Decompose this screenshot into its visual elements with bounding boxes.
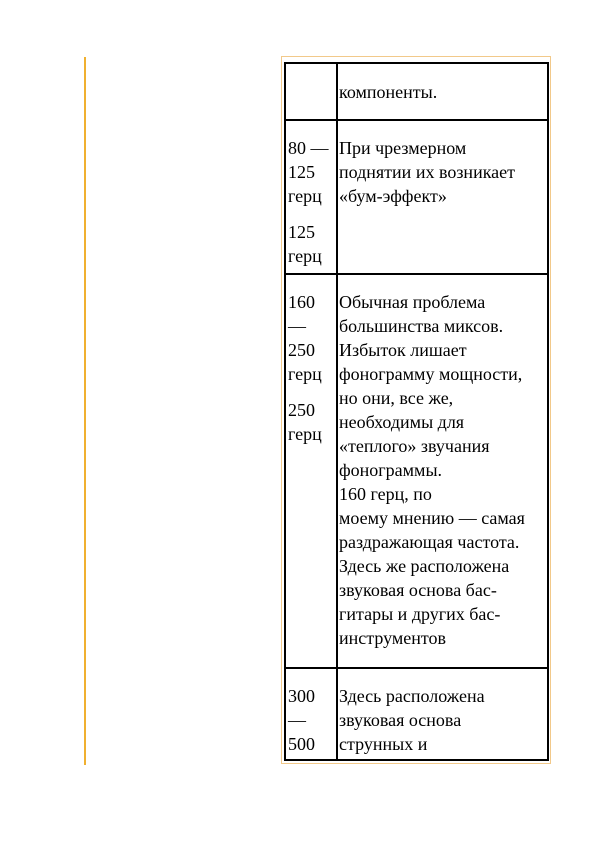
description-text: большинства миксов. — [339, 316, 504, 336]
frequency-cell — [284, 64, 338, 119]
description-text: раздражающая частота. — [339, 532, 520, 552]
description-text: фонограммы. — [339, 460, 443, 480]
description-text: поднятии их возникает — [339, 162, 516, 182]
description-text: инструментов — [339, 628, 447, 648]
frequency-text: герц — [288, 424, 322, 444]
table-bottom-border — [284, 759, 549, 761]
description-text: необходимы для — [339, 412, 465, 432]
frequency-text: 300 — [288, 686, 315, 706]
frequency-cell — [284, 669, 338, 759]
table-row — [282, 64, 550, 119]
page-margin-line — [84, 57, 86, 765]
description-text: «бум-эффект» — [339, 186, 447, 206]
table-row — [282, 669, 550, 759]
frequency-text: — — [288, 316, 306, 336]
description-cell — [337, 669, 549, 759]
description-text: 160 герц, по — [339, 484, 432, 504]
frequency-text: герц — [288, 186, 322, 206]
description-text: моему мнению — самая — [339, 508, 525, 528]
frequency-cell — [284, 121, 338, 273]
frequency-text: 250 — [288, 340, 315, 360]
frequency-text: — — [288, 710, 306, 730]
frequency-text: герц — [288, 364, 322, 384]
description-text: «теплого» звучания — [339, 436, 490, 456]
frequency-text: 80 — — [288, 138, 329, 158]
description-text: При чрезмерном — [339, 138, 467, 158]
frequency-cell — [284, 275, 338, 667]
description-text: звуковая основа — [339, 710, 462, 730]
table-row — [282, 275, 550, 667]
description-text: гитары и других бас- — [339, 604, 501, 624]
description-text: звуковая основа бас- — [339, 580, 497, 600]
description-text: но они, все же, — [339, 388, 454, 408]
description-cell — [337, 275, 549, 667]
frequency-text: 500 — [288, 734, 315, 754]
frequency-text: герц — [288, 246, 322, 266]
table-row — [282, 121, 550, 273]
frequency-text: 125 — [288, 162, 315, 182]
description-text: Обычная проблема — [339, 292, 486, 312]
description-text: компоненты. — [339, 82, 438, 102]
frequency-text: 250 — [288, 400, 315, 420]
description-text: Здесь расположена — [339, 686, 485, 706]
description-text: Здесь же расположена — [339, 556, 510, 576]
frequency-text: 160 — [288, 292, 315, 312]
description-cell — [337, 121, 549, 273]
frequency-table — [281, 56, 551, 764]
description-text: струнных и — [339, 734, 428, 754]
description-cell — [337, 64, 549, 119]
frequency-text: 125 — [288, 222, 315, 242]
description-text: фонограмму мощности, — [339, 364, 523, 384]
description-text: Избыток лишает — [339, 340, 467, 360]
